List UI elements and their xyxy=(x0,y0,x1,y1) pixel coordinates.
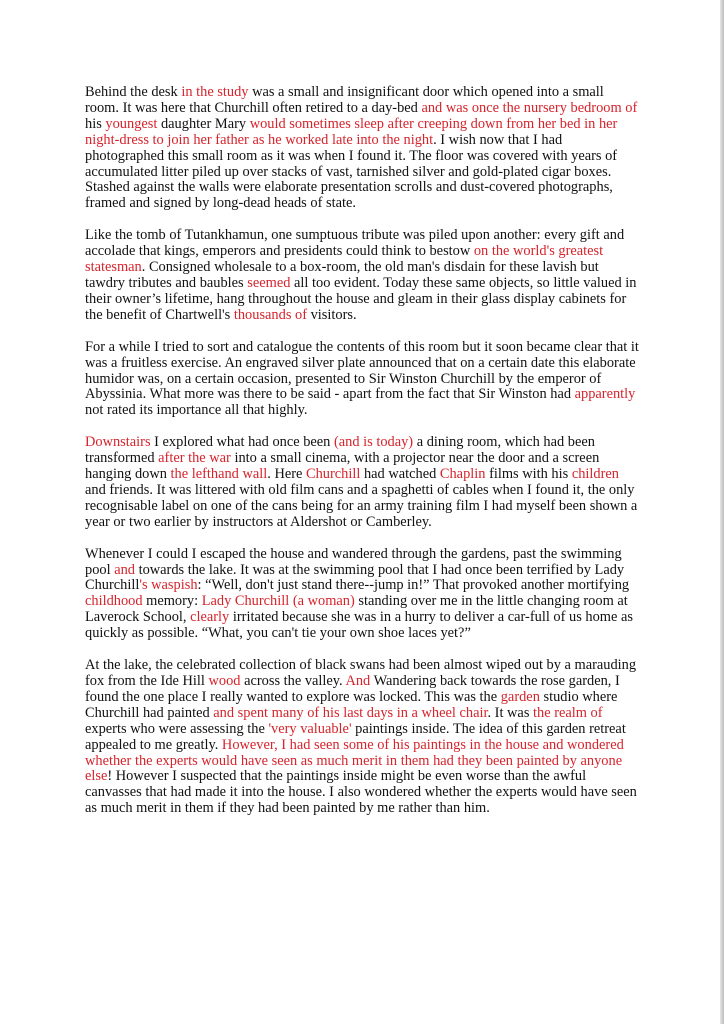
paragraph-4 xyxy=(85,435,639,530)
edited-text: childhood xyxy=(85,593,143,610)
body-text: Wandering back towards the rose garden, I found the one place I really wanted to explore was locked. This was the xyxy=(85,673,620,705)
edited-text: And xyxy=(345,673,371,689)
edited-text: However, I had seen some of his paintings in the house and wondered whether the experts would have seen as much merit in them had they been painted by anyone else xyxy=(85,736,624,785)
document-page xyxy=(85,85,639,833)
edited-text: and was once the nursery bedroom of xyxy=(421,99,638,116)
body-text: studio where Churchill had painted xyxy=(85,688,618,721)
edited-text: apparently xyxy=(574,386,636,403)
edited-text: in the study xyxy=(181,84,249,100)
edited-text: wood xyxy=(208,673,241,689)
edited-text: Chaplin xyxy=(439,466,486,483)
body-text: Like the tomb of Tutankhamun, one sumptuous tribute was piled upon another: every gift and accolade that kings, emperors and presidents could think to bestow xyxy=(85,227,625,260)
edited-text: thousands of xyxy=(233,306,308,323)
body-text: daughter Mary xyxy=(157,115,250,132)
page-edge xyxy=(720,0,724,1024)
edited-text: 's waspish xyxy=(139,577,198,594)
edited-text: would sometimes sleep after creeping down from her bed in her night-dress to join her father as he worked late into the night xyxy=(85,115,618,148)
paragraph-3 xyxy=(85,340,639,420)
body-text: For a while I tried to sort and catalogue the contents of this room but it soon became clear that it was a fruitless exercise. An engraved silver plate announced that on a certain date this elaborate humidor was, on a certain occasion, presented to Sir Winston Churchill by the emperor of Abyssinia. What more was there to be said - apart from the fact that Sir Winston had xyxy=(85,338,639,403)
edited-text: Downstairs xyxy=(85,434,151,451)
body-text: was a small and insignificant door which opened into a small room. It was here that Churchill often retired to a day-bed xyxy=(85,84,604,116)
body-text: visitors. xyxy=(307,306,357,323)
body-text: experts who were assessing the xyxy=(85,720,269,737)
paragraph-1 xyxy=(85,85,639,212)
body-text: irritated because she was in a hurry to deliver a car-full of us home as quickly as possible. “What, you can't tie your own shoe laces yet?” xyxy=(85,609,633,642)
edited-text: after the war xyxy=(158,450,231,467)
paragraph-5 xyxy=(85,547,639,642)
body-text: into a small cinema, with a projector near the door and a screen hanging down xyxy=(85,450,600,483)
edited-text: seemed xyxy=(247,274,291,291)
body-text: his xyxy=(85,115,106,132)
body-text: Whenever I could I escaped the house and wandered through the gardens, past the swimming pool xyxy=(85,545,622,578)
body-text: Behind the desk xyxy=(85,84,182,100)
body-text: had watched xyxy=(360,466,440,483)
body-text: not rated its importance all that highly. xyxy=(85,402,308,419)
body-text: paintings inside. The idea of this garden retreat appealed to me greatly. xyxy=(85,720,626,753)
body-text: . It was xyxy=(487,704,534,721)
edited-text: children xyxy=(571,466,619,483)
body-text: I explored what had once been xyxy=(150,434,334,451)
edited-text: Churchill xyxy=(306,466,361,483)
edited-text: youngest xyxy=(105,115,158,132)
body-text: : “Well, don't just stand there--jump in!” That provoked another mortifying xyxy=(197,577,630,594)
body-text: and friends. It was littered with old film cans and a spaghetti of cables when I found it, the only recognisable label on one of the cans being for an army training film I had myself been shown a year or two earlier by instructors at Aldershot or Camberley. xyxy=(85,481,638,530)
edited-text: the realm of xyxy=(533,704,603,721)
edited-text: clearly xyxy=(190,609,230,626)
edited-text: garden xyxy=(500,688,540,705)
body-text: a dining room, which had been transformed xyxy=(85,434,595,467)
body-text: ! However I suspected that the paintings inside might be even worse than the awful canvasses that had made it into the house. I also wondered whether the experts would have seen as much merit in them if they had been painted by me rather than him. xyxy=(85,768,637,817)
body-text: across the valley. xyxy=(240,673,346,689)
body-text: . I wish now that I had photographed this small room as it was when I found it. The floor was covered with years of accumulated litter piled up over stacks of vast, tarnished silver and gold-plated cigar boxes. Stashed against the walls were elaborate presentation scrolls and dust-covered photographs, framed and signed by long-dead heads of state. xyxy=(85,131,618,212)
paragraph-6 xyxy=(85,658,639,817)
edited-text: the lefthand wall xyxy=(170,466,268,483)
edited-text: (and is today) xyxy=(333,434,414,451)
body-text: all too evident. Today these same objects, so little valued in their owner’s lifetime, hang throughout the house and gleam in their glass display cabinets for the benefit of Chartwell's xyxy=(85,274,637,323)
body-text: films with his xyxy=(485,466,572,483)
body-text: At the lake, the celebrated collection of black swans had been almost wiped out by a marauding fox from the Ide Hill xyxy=(85,657,637,689)
body-text: . Consigned wholesale to a box-room, the old man's disdain for these lavish but tawdry tributes and baubles xyxy=(85,259,599,291)
edited-text: Lady Churchill (a woman) xyxy=(201,593,355,610)
body-text: . Here xyxy=(267,466,307,483)
edited-text: and xyxy=(114,561,135,578)
paragraph-2 xyxy=(85,228,639,323)
body-text: towards the lake. It was at the swimming pool that I had once been terrified by Lady Churchill xyxy=(85,561,625,594)
body-text: standing over me in the little changing room at Laverock School, xyxy=(85,593,628,626)
edited-text: on the world's greatest statesman xyxy=(85,243,604,276)
edited-text: and spent many of his last days in a wheel chair xyxy=(213,704,488,721)
body-text: memory: xyxy=(142,593,202,610)
edited-text: 'very valuable' xyxy=(268,720,352,737)
